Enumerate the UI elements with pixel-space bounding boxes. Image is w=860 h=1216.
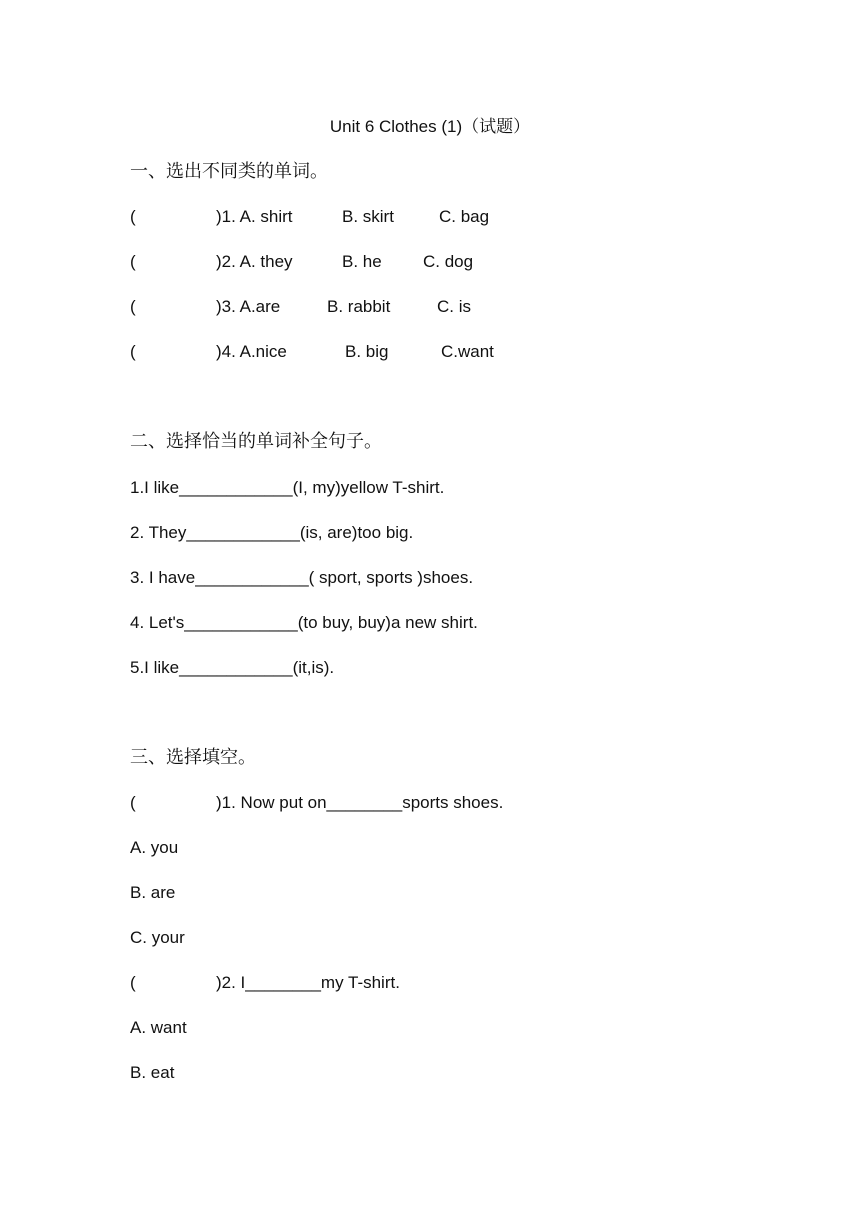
answer-paren-open: (: [130, 973, 136, 992]
option-a: A. want: [130, 1018, 187, 1037]
question-option-a: )1. A. shirt: [216, 207, 293, 226]
question-option-a: )2. A. they: [216, 252, 293, 271]
page-title: Unit 6 Clothes (1)（试题）: [329, 117, 531, 136]
section2-item-4: 4. Let's____________(to buy, buy)a new shirt.: [130, 613, 478, 632]
answer-paren-open: (: [130, 342, 136, 361]
section2-item-3: 3. I have____________( sport, sports )shoes.: [130, 568, 474, 587]
answer-paren-open: (: [130, 793, 136, 812]
option-b: B. are: [130, 883, 176, 902]
option-b: B. eat: [130, 1063, 175, 1082]
section3-heading: 三、选择填空。: [130, 747, 256, 768]
question-option-a: )4. A.nice: [216, 342, 287, 361]
question-option-b: B. he: [342, 252, 382, 271]
section1-heading: 一、选出不同类的单词。: [130, 161, 328, 182]
question-option-c: C. bag: [439, 207, 490, 226]
answer-paren-open: (: [130, 252, 136, 271]
question-option-b: B. big: [345, 342, 389, 361]
question-option-c: C. dog: [423, 252, 474, 271]
section2-item-1: 1.I like____________(I, my)yellow T-shirt.: [130, 478, 445, 497]
question-option-b: B. skirt: [342, 207, 394, 226]
question-option-c: C. is: [437, 297, 471, 316]
section2-item-2: 2. They____________(is, are)too big.: [130, 523, 414, 542]
question-text: )2. I________my T-shirt.: [216, 973, 400, 992]
section2-item-5: 5.I like____________(it,is).: [130, 658, 335, 677]
question-option-c: C.want: [441, 342, 494, 361]
question-option-b: B. rabbit: [327, 297, 391, 316]
section2-heading: 二、选择恰当的单词补全句子。: [130, 431, 382, 452]
option-c: C. your: [130, 928, 185, 947]
question-text: )1. Now put on________sports shoes.: [216, 793, 504, 812]
option-a: A. you: [130, 838, 179, 857]
answer-paren-open: (: [130, 297, 136, 316]
question-option-a: )3. A.are: [216, 297, 281, 316]
answer-paren-open: (: [130, 207, 136, 226]
